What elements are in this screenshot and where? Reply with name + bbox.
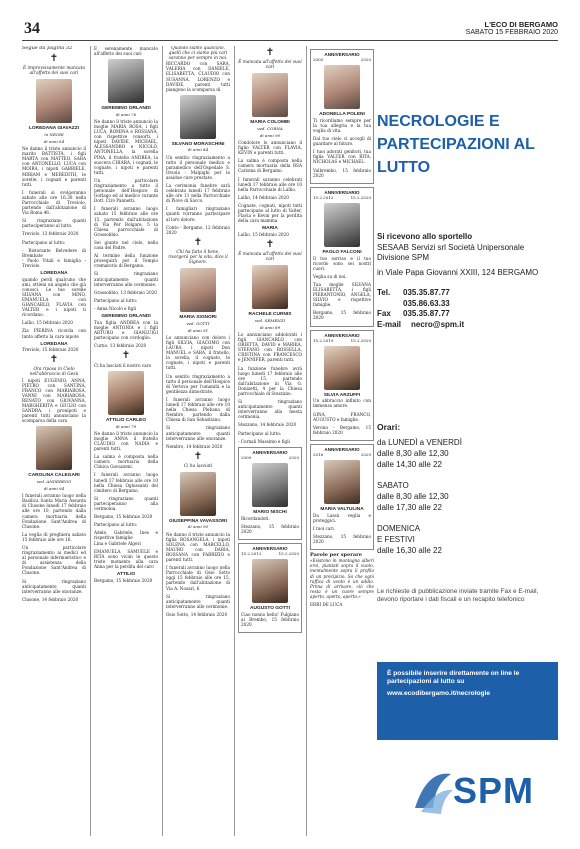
portrait-photo bbox=[108, 59, 144, 103]
anniversary-title: ANNIVERSARIO bbox=[324, 446, 360, 452]
deceased-name: RACHELE CURNIS bbox=[248, 312, 292, 318]
deceased-name: ATTILIO CARLEO bbox=[106, 418, 146, 424]
hours-line: dalle 14,30 alle 22 bbox=[377, 460, 442, 469]
office-address: in Viale Papa Giovanni XXIII, 124 BERGAMO bbox=[377, 267, 539, 277]
column-4 bbox=[238, 46, 302, 836]
hours-title: Orari: bbox=[377, 422, 401, 432]
notice-text: Si ringraziano anticipatamente quanti interverranno alle onoranze. bbox=[22, 578, 86, 594]
notice-text: La veglia di preghiera sabato 15 febbraio alle ore 16. bbox=[22, 531, 86, 542]
notice-text: Zia PIERINA ricorda con tanto affetto la cara nipote bbox=[22, 328, 86, 339]
column-1 bbox=[22, 46, 86, 836]
anniversary-date-start: 15.2.2019 bbox=[313, 337, 334, 343]
column-5 bbox=[310, 46, 374, 836]
anniversary-date-start: 2005 bbox=[313, 57, 324, 63]
fax-row bbox=[377, 309, 558, 320]
deceased-subname: ved. GOTTI bbox=[186, 320, 210, 326]
notice-place-date: Clusone, 14 febbraio 2020 bbox=[22, 596, 79, 602]
anniversary-dates bbox=[313, 338, 371, 343]
anniversary-notice bbox=[310, 187, 374, 327]
notice-place-date: Osio Sotto, 14 febbraio 2020 bbox=[166, 611, 228, 617]
anniversary-title: ANNIVERSARIO bbox=[324, 332, 360, 338]
anniversary-dates bbox=[313, 452, 371, 457]
notice-text: Si ringraziano quanti parteciperanno alla cerimonia. bbox=[94, 495, 158, 512]
anniversary-date-end: 2020 bbox=[360, 57, 371, 63]
notice-text: La salma è composta nella camera mortuaria della Clinica Gavazzeni. bbox=[94, 454, 158, 470]
portrait-photo bbox=[252, 265, 288, 309]
anniversary-date-end: 15.2.2020 bbox=[278, 550, 299, 556]
notice-text: Ne danno il triste annuncio la moglie MARIA ROSA, i figli LUCA, ROMINA e ROSSANA, con rispettive consorti, i nipoti DAVIDE, MICHAEL, ALESSANDRO e NICOLÒ, ANTONELLA, la sorella PINA, il fratello ANDREA, la suocera CHIARA, i cognati, le cognate, i nipoti e parenti tutti. bbox=[94, 118, 158, 175]
portrait-photo bbox=[36, 426, 72, 470]
online-banner bbox=[377, 662, 558, 740]
notice-place-date: Lallio, 14 febbraio 2020 bbox=[238, 194, 289, 200]
notice-text: Ricordandoti. bbox=[241, 515, 270, 521]
notice-text: Ne danno il triste annuncio il marito BATTISTA, i figli MARTA con MATTEO, SARA con ANTONELLO, LUCA con MOIRA, i nipoti GABRIELE, MIRIAM e MEREDITH, le sorelle, i cognati e parenti tutti. bbox=[22, 146, 86, 187]
deceased-name: AUGUSTO GOTTI bbox=[250, 605, 290, 611]
notice-text: - Ristorante Belvedere di Brembate - Paolo Vitali e famiglia - Treviolo bbox=[22, 247, 86, 268]
notice-place-date: Nembro, 14 febbraio 2020 bbox=[166, 443, 223, 449]
anniversary-date-end: 2020 bbox=[288, 454, 299, 460]
portrait-photo bbox=[324, 346, 360, 390]
notice-text: I tuoi adorati genitori, tua figlia VALTER con RITA, NICHOLAS e MICHAEL. bbox=[313, 149, 371, 165]
fax-number: 035.35.87.77 bbox=[403, 309, 450, 318]
anniversary-date-end: 15.2.2020 bbox=[350, 194, 371, 200]
notice-text: I famigliari ringraziano quanti vorranno partecipare al loro dolore. bbox=[166, 206, 230, 222]
notice-place-date: Treviolo, 15 febbraio 2020 bbox=[22, 347, 79, 353]
notice-text: I funerali avranno luogo lunedì 17 febbraio alle ore 10 nella Chiesa Ognissanti del cimitero di Bergamo. bbox=[94, 472, 158, 493]
deceased-name: GEREMINO ORLANDI bbox=[101, 313, 151, 319]
notice-text: Ciao nonno bello! Fulgiano ai Brembo, 15 febbraio 2020 bbox=[241, 611, 299, 627]
notice-text: I nipoti EUGENIO, ANNA, PIETRO con SANTINA, FRANCO con MARIAROSA, VANNI con MARIAROSA, RENATO con GIOVANNA, MARGHERITA e GIULIO con SANDRA, i pronipoti e parenti tutti annunciano la scomparsa della cara bbox=[22, 377, 86, 424]
column-divider bbox=[234, 46, 235, 836]
hours-saturday bbox=[377, 480, 558, 513]
opening-hours bbox=[377, 422, 558, 566]
notice-text: - Anna Nicolò e figli bbox=[94, 305, 137, 311]
notice-text: Partecipano al lutto: bbox=[94, 522, 138, 528]
portrait-photo bbox=[36, 79, 72, 123]
notice-place-date: Verona - Bergamo, 15 febbraio 2020 bbox=[313, 424, 371, 435]
notice-intro: È mancata all'affetto dei suoi cari bbox=[238, 251, 302, 263]
deceased-name: CAROLINA CALEGARI bbox=[28, 473, 80, 479]
notice-quote: Ora riposa in Cielo nell'abbraccio di Gesù bbox=[29, 367, 79, 378]
notice-text: Tua moglie SILVANA ELISABETTA, i figli PIERANTONIO, ANGELA, SILVIO e rispettive famiglie. bbox=[313, 281, 371, 308]
deceased-age: di anni 91 bbox=[187, 327, 209, 333]
notice-place-date: Curno, 13 febbraio 2020 bbox=[94, 342, 147, 348]
deceased-subname: in NEGRI bbox=[44, 131, 64, 137]
cross-icon: ✝ bbox=[193, 450, 203, 462]
notice-place-date: Treviolo, 13 febbraio 2020 bbox=[22, 231, 79, 237]
hours-line: DOMENICA bbox=[377, 524, 421, 533]
column-divider bbox=[162, 46, 163, 836]
hours-line: dalle 16,30 alle 22 bbox=[377, 546, 442, 555]
deceased-subname: ved. SEMENZI bbox=[254, 317, 286, 323]
notice-place-date: Grassobbio, 13 febbraio 2020 bbox=[94, 289, 157, 295]
hours-line: E FESTIVI bbox=[377, 535, 415, 544]
hours-sunday bbox=[377, 523, 558, 556]
spm-logo bbox=[407, 764, 547, 820]
notice-text: EMANUELA, SAMUELE e RITA sono vicini in questo triste momento alla cara Anna per la perdita del caro bbox=[94, 548, 158, 569]
office-heading: Si ricevono allo sportello bbox=[377, 232, 473, 241]
anniversary-dates bbox=[313, 195, 371, 200]
notice-text: Un abbraccio infinito con immenso amore. bbox=[313, 398, 371, 409]
phone-row bbox=[377, 288, 558, 299]
cross-icon: ✝ bbox=[49, 53, 59, 65]
anniversary-notice bbox=[238, 543, 302, 633]
notice-text: Veglia su di noi. bbox=[313, 273, 347, 279]
notice-text: La salma è composta nella camera mortuaria della RSA Carisma di Bergamo. bbox=[238, 158, 302, 174]
portrait-photo bbox=[252, 463, 288, 507]
email-link[interactable]: necro@spm.it bbox=[411, 319, 465, 329]
deceased-subname: ved. ANDEREGG bbox=[36, 478, 72, 484]
deceased-name: MARIO NISCHI bbox=[253, 509, 287, 515]
deceased-age: di anni 90 bbox=[187, 524, 209, 530]
banner-text: È possibile inserire direttamente on line le partecipazioni al lutto su bbox=[387, 670, 520, 686]
masthead-date: SABATO 15 FEBBRAIO 2020 bbox=[465, 29, 558, 36]
notice-text: Ne danno il triste annuncio la figlia ROSANGELA, i nipoti SOLENA con MARCELLO, MAURO con DARIA, ROSSANA con FABRIZIO e parenti tutti. bbox=[166, 531, 230, 563]
column-2 bbox=[94, 46, 158, 836]
phone-number[interactable]: 035.35.87.77 bbox=[403, 288, 450, 297]
column-divider bbox=[306, 46, 307, 836]
anniversary-title: ANNIVERSARIO bbox=[252, 449, 288, 455]
spm-logo-word: SPM bbox=[453, 770, 535, 811]
notice-text: I funerali avranno luogo lunedì 17 febbraio alle ore 10 nella Chiesa Plebana di Nembro, partendo dalla Chiesa di San Sebastiano. bbox=[166, 396, 230, 423]
masthead bbox=[466, 20, 558, 36]
notice-place-date: Bergamo, 15 febbraio 2020 bbox=[94, 577, 153, 583]
notice-text: Adele, Gabriele, Ines e rispettive famiglie Lina e Gabriele Algeri bbox=[94, 530, 158, 546]
anniversary-notice bbox=[310, 49, 374, 184]
anniversary-title: ANNIVERSARIO bbox=[252, 545, 288, 551]
notice-text: Un particolare ringraziamento ai medici ed al personale infermieristico e di assistenza della Fondazione Sant'Andrea di Clusone. bbox=[22, 545, 86, 576]
anniversary-notice bbox=[238, 447, 302, 540]
deceased-age: di anni 79 bbox=[115, 423, 137, 429]
panel-title: NECROLOGIE E PARTECIPAZIONI AL LUTTO bbox=[377, 113, 535, 176]
notice-place-date: Bergamo, 15 febbraio 2020 bbox=[94, 514, 153, 520]
cross-icon: ✝ bbox=[265, 238, 275, 250]
phone-row bbox=[377, 299, 558, 310]
header-divider bbox=[22, 40, 558, 41]
notice-text: È serenamente mancato all'affetto dei suoi cari bbox=[94, 46, 158, 57]
quote-author: ERRI DE LUCA bbox=[310, 601, 343, 607]
deceased-name: MARIA VALTULINA bbox=[320, 507, 364, 513]
notice-quote: Quando siamo qualcuno, quelli che ci siamo più cari saranno per sempre in noi. bbox=[168, 46, 228, 62]
notice-text: La funzione funebre avrà luogo lunedì 17 febbraio alle ore 15, partendo dall'abitazione in Via G. Donizetti, 4 per la Chiesa parrocchiale di Stezzano. bbox=[238, 365, 302, 396]
notice-text: quando perdi qualcuno che ami, ottieni un angelo che già conosci. Le tue sorelle SILVANA con MINO, EMANUELA con GIANCARLO, FLAVIA con VALTER e i nipoti ti ricordano. bbox=[22, 276, 86, 318]
anniversary-title: ANNIVERSARIO bbox=[324, 52, 360, 57]
hours-line: da LUNEDÌ a VENERDÌ bbox=[377, 438, 462, 447]
notice-place-date: Bergamo, 15 febbraio 2020 bbox=[313, 310, 371, 321]
masthead-title: L'ECO DI BERGAMO bbox=[484, 20, 558, 29]
deceased-name: SILVANO MORASCHINI bbox=[171, 141, 225, 147]
deceased-age: di anni 90 bbox=[259, 132, 281, 138]
anniversary-date-start: 2016 bbox=[313, 451, 324, 457]
notice-text: Si ringraziano anticipatamente quanti interverranno alle cerimonie. bbox=[94, 271, 158, 287]
notice-text: La cerimonia funebre sarà celebrata lunedì 17 febbraio alle ore 11 nella Parrocchiale di Piove di Sacco. bbox=[166, 183, 230, 204]
notice-text: I funerali saranno celebrati lunedì 17 febbraio alle ore 10 nella Parrocchiale di Lallio. bbox=[238, 176, 302, 192]
notice-text: Partecipano al lutto: bbox=[238, 430, 282, 436]
anniversary-dates bbox=[241, 455, 299, 460]
portrait-photo bbox=[180, 268, 216, 312]
obituary-columns bbox=[22, 46, 372, 836]
notice-text: Condolore lo annunciano il figlio VALTER con FLAVIA, KEVIN e parenti tutti. bbox=[238, 139, 302, 156]
portrait-photo bbox=[252, 73, 288, 117]
notice-text: Si ringraziano quanti parteciperanno al lutto. bbox=[22, 218, 86, 229]
notice-text: Si ringraziano anticipatamente quanti interverranno alle onoranze. bbox=[166, 425, 230, 441]
deceased-age: di anni 64 bbox=[43, 138, 65, 144]
office-info bbox=[377, 232, 558, 330]
notice-place-date: Conto - Bergamo, 12 febbraio 2020 bbox=[166, 224, 230, 235]
notice-text: Un sentito ringraziamento a tutto il personale dell'Hospice di Vertova per l'umanità e la gentilezza dimostrate. bbox=[166, 373, 230, 394]
deceased-name: ATTILIO bbox=[116, 571, 136, 577]
portrait-photo bbox=[180, 95, 216, 139]
notice-text: Il tuo sorriso e il tuo ricordo sono sei nostri cuori. bbox=[313, 255, 371, 271]
cross-icon: ✝ bbox=[121, 350, 131, 362]
notice-text: I funerali si svolgeranno sabato alle ore 16,30 nella Parrocchiale di Treviolo, partendo dall'abitazione di Via Roma 46. bbox=[22, 189, 86, 216]
portrait-photo bbox=[324, 460, 360, 504]
notice-text: I tuoi cari. bbox=[313, 525, 336, 531]
hours-line: SABATO bbox=[377, 481, 409, 490]
notice-text: I funerali avranno luogo nella Parrocchiale di Osio Sotto oggi 15 febbraio alle ore 15, partendo dall'abitazione di Via A. Nosari, 6. bbox=[166, 565, 230, 591]
notice-text: Si ringraziano anticipatamente quanti interverranno alla mesta cerimonia. bbox=[238, 399, 302, 420]
notice-intro: Ci ha lasciati bbox=[183, 463, 213, 469]
hours-line: dalle 8,30 alle 12,30 bbox=[377, 492, 449, 501]
notice-text: Cognate, cognati, nipoti tutti partecipano al lutto di Valter, Flavia e Kevin per la perdita della cara mamma bbox=[238, 202, 302, 224]
notice-text: Lo annunciano addolorati i figli GIANCARLO con ORIETTA, DAVID e MARIKA, STEFANO con ROSSELLA, CRISTINA con FRANCESCO e JENNIFER, parenti tutti. bbox=[238, 331, 302, 363]
company-name: SESAAB Servizi srl Società Unipersonale Divisione SPM bbox=[377, 242, 525, 262]
column-divider bbox=[90, 46, 91, 836]
deceased-name: MARIA COLOMBI bbox=[250, 120, 290, 126]
deceased-name: LOREDANA GIAVAZZI bbox=[28, 126, 79, 132]
deceased-name: LOREDANA bbox=[40, 341, 68, 347]
notice-text: I funerali avranno luogo sabato 15 febbraio alle ore 15, partendo dall'abitazione di Via Per Bolgare, 5 la Chiesa parrocchiale di Grassobbio. bbox=[94, 206, 158, 237]
notice-place-date: Stezzano, 15 febbraio 2020 bbox=[241, 523, 299, 534]
anniversary-date-start: 15.2.2012 bbox=[313, 194, 334, 200]
deceased-name: MARIA SIGNORI bbox=[179, 315, 217, 321]
email-label: E-mail bbox=[377, 319, 402, 329]
page-number: 34 bbox=[24, 20, 40, 37]
notice-intro: È mancata all'affetto dei suoi cari bbox=[238, 60, 302, 71]
submission-note: Le richieste di pubblicazione inviate tramite Fax e E-mail, devono riportare i dati fiscali e un recapito telefonico bbox=[377, 588, 539, 604]
deceased-name: GEREMINO ORLANDI bbox=[101, 106, 151, 112]
deceased-age: di anni 84 bbox=[187, 147, 209, 153]
email-row bbox=[377, 320, 558, 331]
notice-text: Ci ha lasciati il nostro caro bbox=[94, 363, 152, 369]
notice-text: Partecipano al lutto: bbox=[94, 297, 138, 303]
cross-icon: ✝ bbox=[265, 47, 275, 58]
notice-text: RICCARDO con SARA, VALERIA con DANIELE, ELISABETTA, CLAUDIO con SUSANNA, LORENZO e DAVIDE, parenti tutti piangono la scomparsa di bbox=[166, 61, 230, 92]
anniversary-title: ANNIVERSARIO bbox=[324, 189, 360, 195]
deceased-age: di anni 76 bbox=[115, 111, 137, 117]
portrait-photo bbox=[324, 65, 360, 109]
deceased-name: GIUSEPPINA VAVASSORI bbox=[169, 518, 227, 524]
notice-place-date: Stezzano, 14 febbraio 2020 bbox=[238, 422, 297, 428]
anniversary-dates bbox=[241, 551, 299, 556]
notice-quote: Chi ha fatto il bene, risorgerà per la vita, dice il Signore. bbox=[168, 249, 228, 266]
notice-text: - Cornali Massimo e figli bbox=[238, 438, 290, 444]
hours-weekdays bbox=[377, 437, 558, 470]
notice-text: Ne danno il triste annuncio la moglie ANNA il fratello CLAUDIO con NADIA e parenti tutti. bbox=[94, 430, 158, 452]
anniversary-date-end: 2020 bbox=[360, 451, 371, 457]
deceased-age: di anni 94 bbox=[43, 486, 65, 492]
notice-text: Partecipano al lutto: bbox=[22, 239, 66, 245]
hours-line: dalle 17,30 alle 22 bbox=[377, 503, 442, 512]
anniversary-dates bbox=[313, 57, 371, 62]
banner-link[interactable]: www.ecodibergamo.it/necrologie bbox=[387, 689, 491, 697]
deceased-name: ADONELLA POLENI bbox=[319, 112, 365, 118]
notice-text: Un sentito ringraziamento a tutto il personale medico e paramedico dell'Ospedale S. Orsola - Malpighi per le assidue cure prestate. bbox=[166, 154, 230, 180]
phone-number[interactable]: 035.86.63.33 bbox=[403, 298, 450, 308]
notice-place-date: Lallio, 15 febbraio 2020 bbox=[22, 320, 73, 326]
contact-block bbox=[377, 288, 558, 330]
notice-text: I funerali avranno luogo nella Basilica Santa Maria Assunta di Clusone lunedì 17 febbraio alle ore 10, partendo dalla camera mortuaria della Fondazione Sant'Andrea di Clusone. bbox=[22, 493, 86, 529]
notice-place-date: Valbrembo, 15 febbraio 2020 bbox=[313, 167, 371, 178]
anniversary-date-start: 15.2.2012 bbox=[241, 550, 262, 556]
quote-text: «Esistono in montagna alberi eroi, piantati sopra il vuoto, mentalmente sopra il profilo di un precipizio. Sa che ogni raffica di vento è un addio. Prima di arrivare, ciò che resta è un cuore sempre aperto, aperto, aperto.» bbox=[310, 558, 374, 599]
anniversary-notice bbox=[310, 444, 374, 550]
notice-place-date: Lallio, 15 febbraio 2020 bbox=[238, 231, 289, 237]
notice-text: Un particolare ringraziamento a tutto il personale dell'Hospice di Gorlago ed al medico curante Dott. Ciro Pannetti. bbox=[94, 177, 158, 204]
portrait-photo bbox=[180, 472, 216, 516]
continued-from: Segue da pagina 32 bbox=[22, 46, 73, 51]
portrait-photo bbox=[252, 559, 288, 603]
notice-text: Lo annunciano con dolore i figli SILVIA, GIACOMO con LAURA, i nipoti Don MANUEL e SARA, il fratello, la sorella, il cognato, le cognate, i nipoti e parenti tutti. bbox=[166, 334, 230, 371]
notice-text: Da Lassù veglia e proteggici. bbox=[313, 512, 371, 523]
hours-line: dalle 8,30 alle 12,30 bbox=[377, 449, 449, 458]
anniversary-date-start: 2009 bbox=[241, 454, 252, 460]
notice-text: Tua figlia ANDREA con la moglie ANTONIA e i figli ARTURO e GIANLUIGI partecipano con cordoglio. bbox=[94, 319, 158, 340]
notice-intro: È improvvisamente mancata all'affetto dei suoi cari bbox=[22, 66, 86, 77]
portrait-photo bbox=[108, 371, 144, 415]
cross-icon: ✝ bbox=[193, 236, 203, 248]
deceased-name: MARIA bbox=[262, 226, 278, 232]
notice-place-date: Stezzano, 15 febbraio 2020 bbox=[313, 533, 371, 545]
info-panel bbox=[377, 46, 558, 836]
notice-text: Sei giunto nel cielo, nella casa del Padre. bbox=[94, 239, 158, 251]
deceased-subname: ved. CORNA bbox=[257, 125, 283, 131]
deceased-name: PAOLO FALCONI bbox=[322, 249, 362, 255]
fax-label: Fax bbox=[377, 309, 391, 318]
notice-text: Al termine della funzione proseguirà per il Tempio crematorio di Bergamo. bbox=[94, 253, 158, 269]
quote-section-title: Parole per sperare bbox=[310, 552, 362, 559]
notice-text: GINA, FRANCO, AUGUSTO e famiglie. bbox=[313, 411, 371, 422]
notice-text: Dal tuo cielo ci accogli di guardare al futuro. bbox=[313, 136, 371, 147]
portrait-photo bbox=[324, 203, 360, 247]
deceased-name: LOREDANA bbox=[40, 271, 68, 277]
anniversary-notice bbox=[310, 330, 374, 441]
column-3 bbox=[166, 46, 230, 836]
anniversary-date-end: 15.2.2020 bbox=[350, 337, 371, 343]
deceased-name: SILVIA ARZUFFI bbox=[323, 392, 361, 398]
cross-icon: ✝ bbox=[49, 354, 59, 366]
deceased-age: di anni 89 bbox=[259, 324, 281, 330]
notice-text: Si ringraziano anticipatamente quanti interverranno alle cerimonie. bbox=[166, 593, 230, 609]
notice-text: Ti ricordiamo sempre per la tua allegria e la tua voglia di vita. bbox=[313, 117, 371, 133]
phone-label: Tel. bbox=[377, 288, 391, 297]
